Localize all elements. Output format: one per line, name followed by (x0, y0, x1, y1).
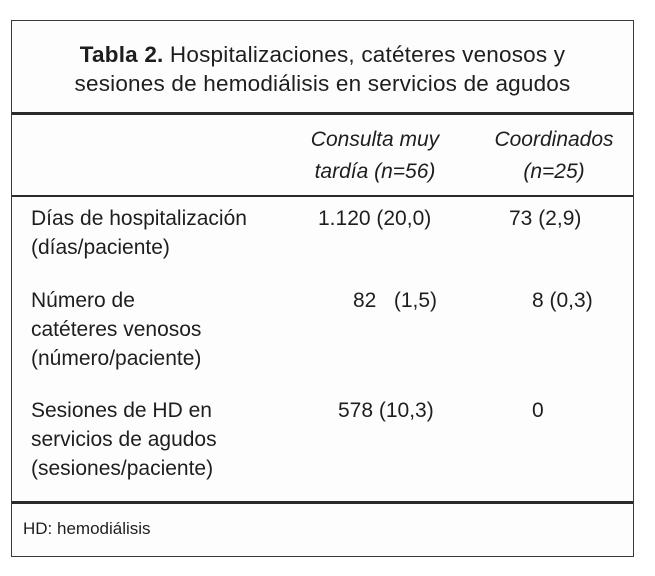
column-header-line: tardía (n=56) (314, 160, 436, 183)
row-label-line: Días de hospitalización (31, 207, 247, 230)
row-label-line: catéteres venosos (31, 318, 202, 341)
cell-dias-coordinados: 73 (2,9) (509, 207, 582, 230)
title-line-2: sesiones de hemodiálisis en servicios de agudos (74, 71, 571, 96)
table-footnote: HD: hemodiálisis (23, 519, 151, 538)
column-header-line: Consulta muy (310, 128, 440, 151)
table-title (12, 21, 633, 112)
row-label-line: Sesiones de HD en (31, 399, 212, 422)
title-divider (12, 112, 633, 115)
row-label-line: (días/paciente) (31, 236, 170, 259)
row-label-cateteres (31, 286, 201, 373)
cell-sesiones-coordinados: 0 (532, 399, 544, 422)
footer-divider (12, 501, 633, 504)
cell-cateteres-coordinados: 8 (0,3) (532, 289, 593, 312)
title-text: Hospitalizaciones, catéteres venosos y (163, 42, 566, 67)
table-frame (11, 20, 634, 557)
row-label-line: (número/paciente) (31, 347, 202, 370)
title-label: Tabla 2. (79, 42, 164, 67)
column-header-line: Coordinados (494, 128, 614, 151)
column-header-line: (n=25) (523, 160, 585, 183)
row-label-dias-hospitalizacion (31, 204, 247, 262)
row-label-line: servicios de agudos (31, 428, 217, 451)
title-line-1 (12, 40, 633, 69)
column-header-consulta-muy-tardia (290, 124, 460, 188)
cell-dias-consulta: 1.120 (20,0) (318, 207, 432, 230)
row-label-line: Número de (31, 289, 135, 312)
cell-sesiones-consulta: 578 (10,3) (338, 399, 434, 422)
cell-cateteres-consulta: 82 (1,5) (353, 289, 438, 312)
row-label-sesiones-hd (31, 396, 217, 483)
column-header-coordinados (474, 124, 634, 188)
row-label-line: (sesiones/paciente) (31, 457, 214, 480)
header-divider (12, 195, 633, 197)
